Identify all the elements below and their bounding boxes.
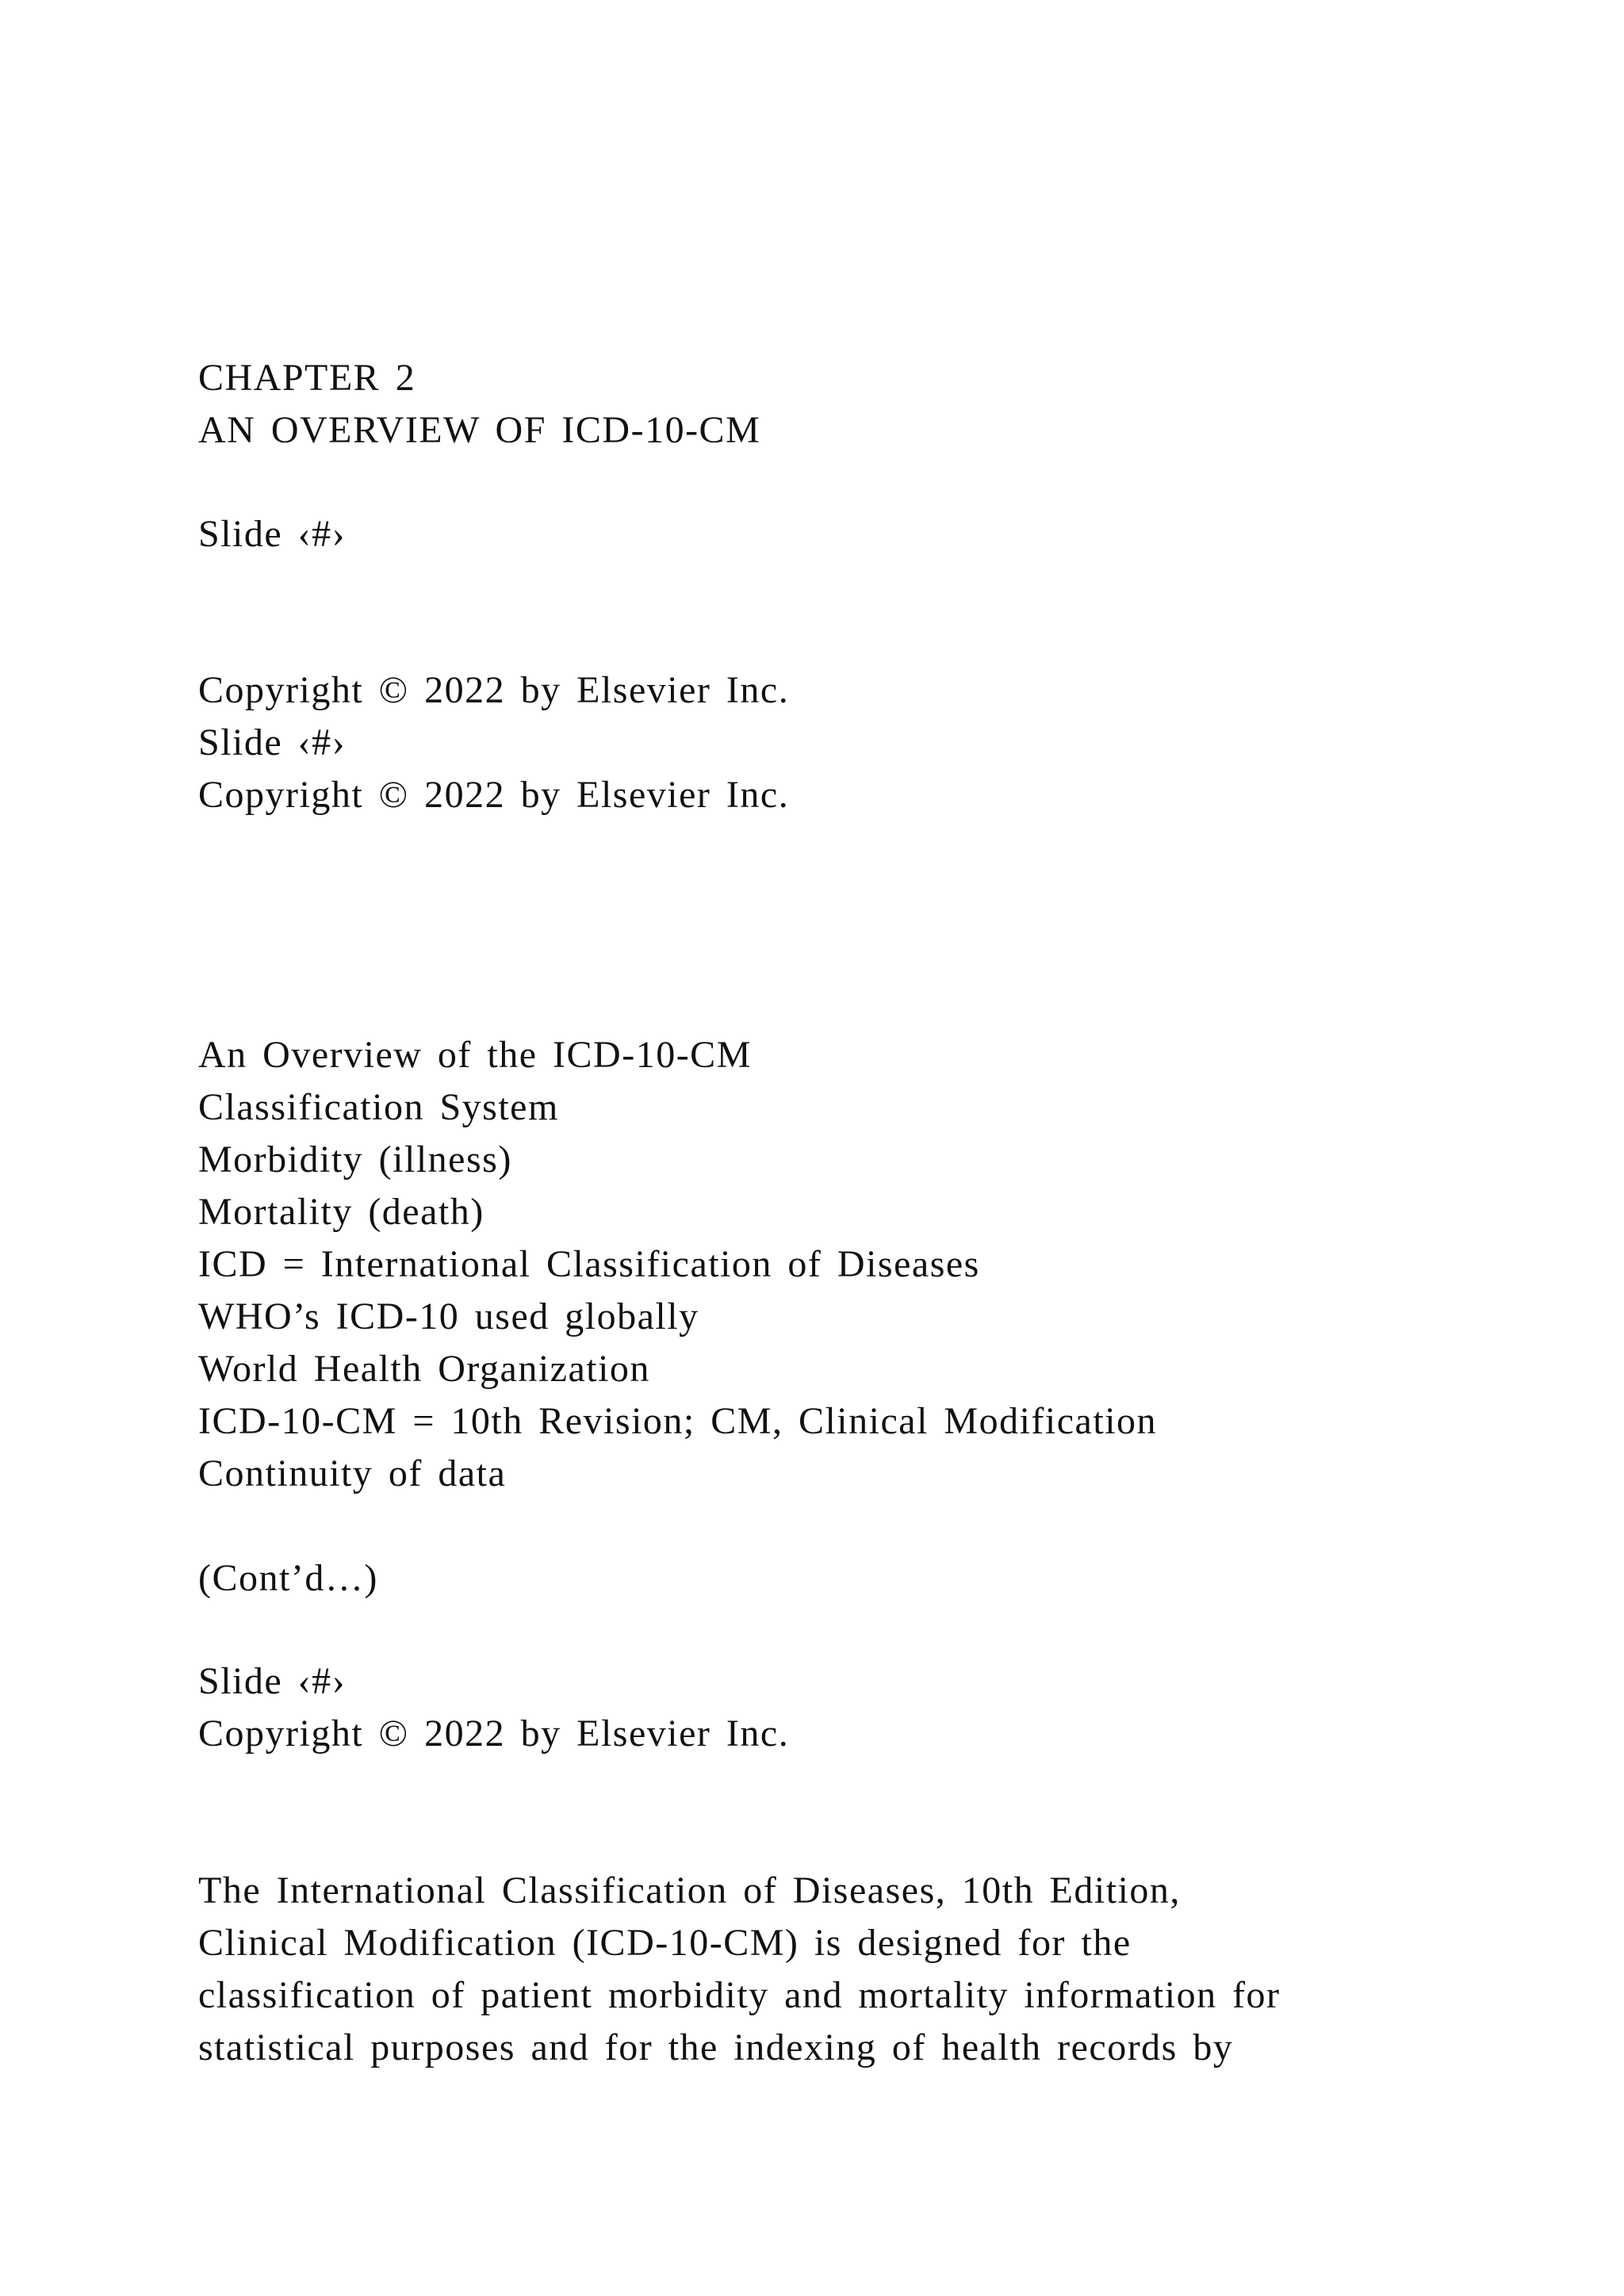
bullet-line: Continuity of data bbox=[198, 1452, 507, 1494]
bullet-line: WHO’s ICD-10 used globally bbox=[198, 1295, 699, 1337]
bullet-line: Mortality (death) bbox=[198, 1191, 485, 1233]
copyright-text: Copyright © 2022 by Elsevier Inc. bbox=[198, 669, 790, 711]
bullet-line: World Health Organization bbox=[198, 1348, 650, 1390]
paragraph-line: classification of patient morbidity and mortality information for bbox=[198, 1974, 1281, 2016]
slide-label: Slide ‹#› bbox=[198, 1660, 347, 1702]
slide-title: An Overview of the ICD-10-CM bbox=[198, 1034, 752, 1076]
bullet-line: Classification System bbox=[198, 1086, 559, 1128]
slide-label: Slide ‹#› bbox=[198, 721, 347, 763]
chapter-heading: CHAPTER 2 bbox=[198, 357, 416, 399]
copyright-text: Copyright © 2022 by Elsevier Inc. bbox=[198, 1712, 790, 1755]
bullet-line: ICD-10-CM = 10th Revision; CM, Clinical Modification bbox=[198, 1400, 1158, 1442]
continued-marker: (Cont’d…) bbox=[198, 1557, 378, 1599]
paragraph-line: statistical purposes and for the indexing of health records by bbox=[198, 2026, 1234, 2068]
copyright-text: Copyright © 2022 by Elsevier Inc. bbox=[198, 774, 790, 816]
paragraph-line: Clinical Modification (ICD-10-CM) is designed for the bbox=[198, 1922, 1132, 1964]
paragraph-line: The International Classification of Diseases, 10th Edition, bbox=[198, 1869, 1181, 1911]
bullet-line: ICD = International Classification of Diseases bbox=[198, 1243, 980, 1285]
slide-label: Slide ‹#› bbox=[198, 513, 347, 555]
chapter-title: AN OVERVIEW OF ICD-10-CM bbox=[198, 409, 761, 451]
bullet-line: Morbidity (illness) bbox=[198, 1138, 512, 1181]
